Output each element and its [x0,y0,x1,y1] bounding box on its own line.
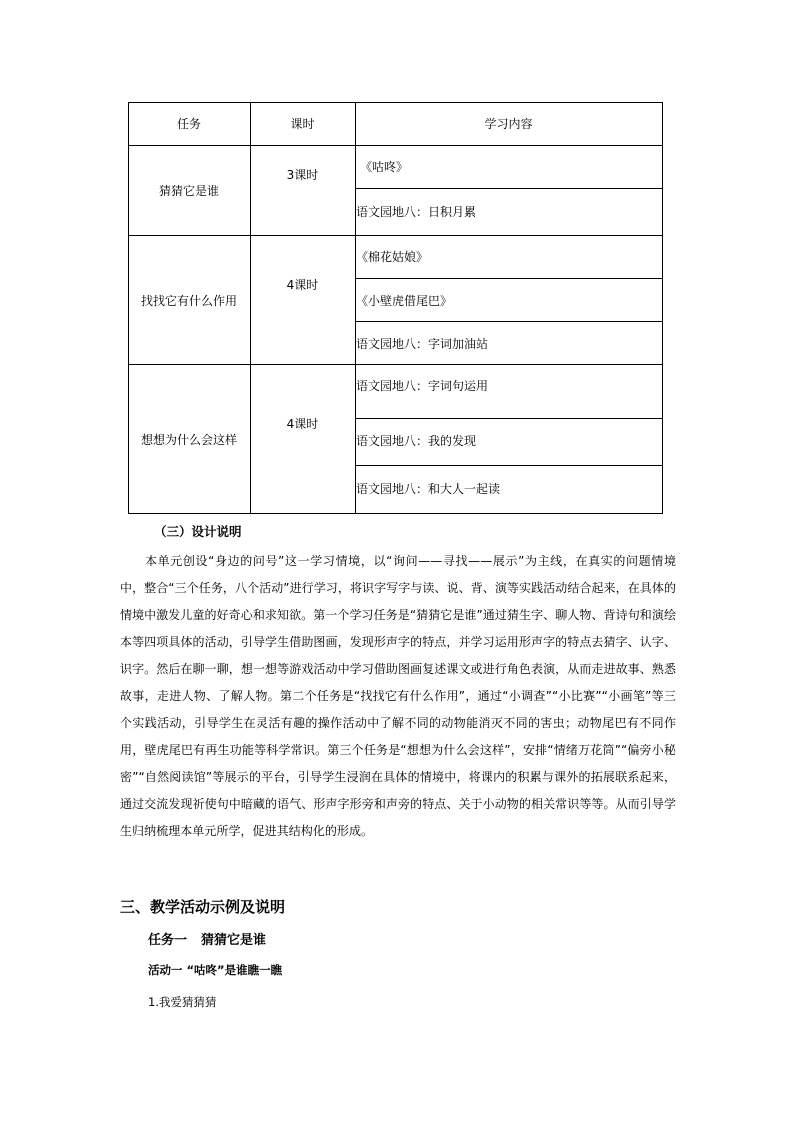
design-note-paragraph: 本单元创设“身边的问号”这一学习情境，以“询问——寻找——展示”为主线，在真实的问题情境中，整合“三个任务，八个活动”进行学习，将识字写字与读、说、背、演等实践活动结合起来，在具体的情境中激发儿童的好奇心和求知欲。第一个学习任务是“猜猜它是谁”通过猜生字、聊人物、背诗句和演绘本等四项具体的活动，引导学生借助图画，发现形声字的特点，并学习运用形声字的特点去猜字、认字、识字。然后在聊一聊，想一想等游戏活动中学习借助图画复述课文或进行角色表演，从而走进故事、熟悉故事，走进人物、了解人物。第二个任务是“找找它有什么作用”，通过“小调查”“小比赛”“小画笔”等三个实践活动，引导学生在灵活有趣的操作活动中了解不同的动物能消灭不同的害虫；动物尾巴有不同作用，壁虎尾巴有再生功能等科学常识。第三个任务是“想想为什么会这样”，安排“情绪万花筒”“偏旁小秘密”“自然阅读馆”等展示的平台，引导学生浸润在具体的情境中，将课内的积累与课外的拓展联系起来，通过交流发现祈使句中暗藏的语气、形声字形旁和声旁的特点、关于小动物的相关常识等等。从而引导学生归纳梳理本单元所学，促进其结构化的形成。 [120,554,677,838]
hours-cell: 4课时 [286,278,319,292]
hours-cell: 4课时 [286,417,319,431]
task-cell: 想想为什么会这样 [140,433,237,447]
section-heading: 三、教学活动示例及说明 [120,898,286,916]
content-cell: 语文园地八：日积月累 [356,205,477,219]
activity-heading: 活动一 “咕咚”是谁瞧一瞧 [148,963,283,977]
task-label: 任务一 [148,933,188,948]
task-cell: 找找它有什么作用 [140,294,237,308]
task-name: 猜猜它是谁 [201,933,267,948]
hours-cell: 3课时 [286,168,319,182]
content-cell: 语文园地八：和大人一起读 [356,482,501,496]
subitem-heading: 1.我爱猜猜猜 [148,995,217,1009]
design-note-heading: （三）设计说明 [154,524,242,539]
content-cell: 《棉花姑娘》 [356,250,429,264]
content-cell: 语文园地八：字词句运用 [356,379,489,393]
header-task: 任务 [176,117,201,131]
content-cell: 语文园地八：我的发现 [356,434,477,448]
header-hours: 课时 [290,117,315,131]
header-content: 学习内容 [484,117,533,131]
task-cell: 猜猜它是谁 [158,184,219,198]
content-cell: 《小壁虎借尾巴》 [356,294,453,308]
content-cell: 语文园地八：字词加油站 [356,337,489,351]
task-heading [148,929,266,948]
content-cell: 《咕咚》 [360,160,409,174]
